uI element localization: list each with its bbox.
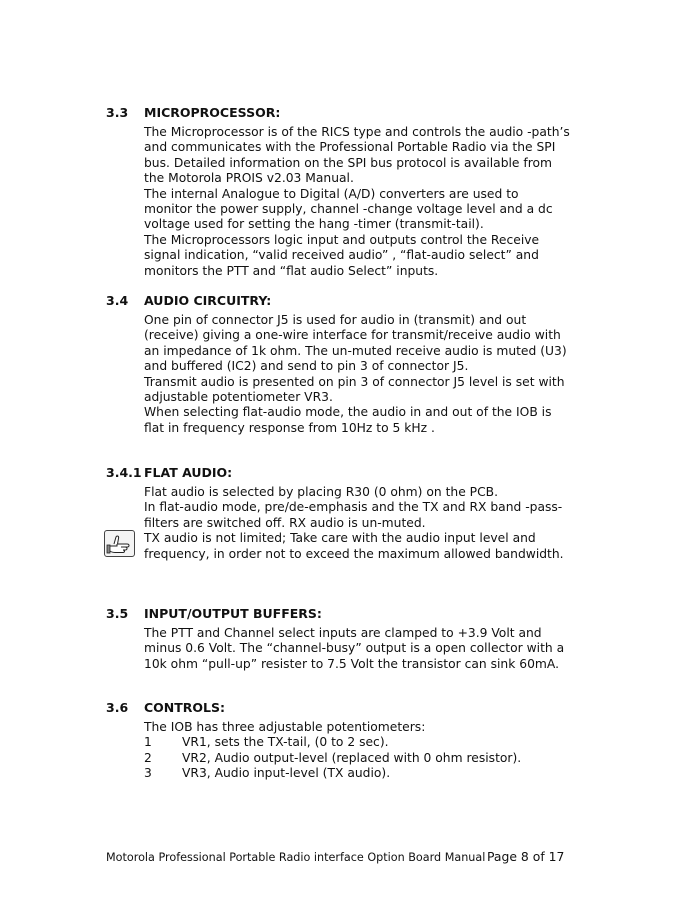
section-audio-circuitry xyxy=(106,292,606,436)
footer-manual-title: Motorola Professional Portable Radio interface Option Board Manual xyxy=(106,851,486,864)
section-heading xyxy=(106,605,606,622)
section-body xyxy=(144,720,606,782)
body-line: Flat audio is selected by placing R30 (0 ohm) on the PCB. xyxy=(144,485,499,499)
body-line: The Microprocessors logic input and outputs control the Receive xyxy=(144,232,540,247)
section-io-buffers xyxy=(106,605,606,672)
section-heading xyxy=(106,104,606,121)
section-title: INPUT/OUTPUT BUFFERS: xyxy=(144,606,322,621)
section-heading xyxy=(106,464,606,481)
body-line: monitors the PTT and “flat audio Select” inputs. xyxy=(144,263,439,278)
section-controls xyxy=(106,699,606,782)
section-body xyxy=(144,626,606,672)
body-line: The PTT and Channel select inputs are clamped to +3.9 Volt and xyxy=(144,626,542,640)
section-body xyxy=(144,125,606,279)
list-item xyxy=(144,766,606,781)
section-title: MICROPROCESSOR: xyxy=(144,105,281,120)
body-line: Transmit audio is presented on pin 3 of connector J5 level is set with xyxy=(144,374,565,389)
body-line: (receive) giving a one-wire interface for transmit/receive audio with xyxy=(144,328,561,343)
section-flat-audio xyxy=(106,464,606,562)
body-line: the Motorola PROIS v2.03 Manual. xyxy=(144,171,354,186)
body-line: bus. Detailed information on the SPI bus protocol is available from xyxy=(144,155,553,170)
section-number: 3.5 xyxy=(106,606,129,621)
body-line: The IOB has three adjustable potentiometers: xyxy=(144,720,426,734)
list-number: 1 xyxy=(144,735,152,750)
body-line: filters are switched off. RX audio is un-muted. xyxy=(144,515,426,530)
body-line: flat in frequency response from 10Hz to 5 kHz . xyxy=(144,420,435,435)
section-heading xyxy=(106,699,606,716)
body-line: monitor the power supply, channel -change voltage level and a dc xyxy=(144,202,553,217)
body-line: The Microprocessor is of the RICS type and controls the audio -path’s xyxy=(144,125,570,139)
section-title: CONTROLS: xyxy=(144,700,226,715)
potentiometer-list xyxy=(144,735,606,781)
footer-page-number: Page 8 of 17 xyxy=(487,849,565,864)
body-line: One pin of connector J5 is used for audio in (transmit) and out xyxy=(144,313,527,327)
pointing-hand-note-icon xyxy=(104,530,135,557)
section-number: 3.4 xyxy=(106,293,129,308)
section-title: FLAT AUDIO: xyxy=(144,465,233,480)
list-item xyxy=(144,735,606,750)
section-number: 3.4.1 xyxy=(106,465,142,480)
section-heading xyxy=(106,292,606,309)
section-title: AUDIO CIRCUITRY: xyxy=(144,293,272,308)
list-text: VR2, Audio output-level (replaced with 0 ohm resistor). xyxy=(182,750,522,765)
body-line: When selecting flat-audio mode, the audio in and out of the IOB is xyxy=(144,405,552,420)
list-text: VR1, sets the TX-tail, (0 to 2 sec). xyxy=(182,735,389,750)
body-line: and buffered (IC2) and send to pin 3 of connector J5. xyxy=(144,359,469,374)
section-microprocessor xyxy=(106,104,606,279)
body-line: and communicates with the Professional Portable Radio via the SPI xyxy=(144,140,556,155)
body-line: frequency, in order not to exceed the maximum allowed bandwidth. xyxy=(144,546,564,561)
body-line: The internal Analogue to Digital (A/D) converters are used to xyxy=(144,186,519,201)
body-line: signal indication, “valid received audio” , “flat-audio select” and xyxy=(144,248,539,263)
list-item xyxy=(144,751,606,766)
list-number: 3 xyxy=(144,766,152,781)
list-number: 2 xyxy=(144,750,152,765)
body-line: TX audio is not limited; Take care with the audio input level and xyxy=(144,531,536,546)
body-line: minus 0.6 Volt. The “channel-busy” output is a open collector with a xyxy=(144,641,565,656)
section-number: 3.6 xyxy=(106,700,129,715)
section-body xyxy=(144,313,606,436)
list-text: VR3, Audio input-level (TX audio). xyxy=(182,766,391,781)
body-line: an impedance of 1k ohm. The un-muted receive audio is muted (U3) xyxy=(144,343,567,358)
body-line: In flat-audio mode, pre/de-emphasis and the TX and RX band -pass- xyxy=(144,500,563,515)
section-body xyxy=(144,485,606,562)
body-line: 10k ohm “pull-up” resister to 7.5 Volt the transistor can sink 60mA. xyxy=(144,656,559,671)
section-number: 3.3 xyxy=(106,105,129,120)
body-line: voltage used for setting the hang -timer (transmit-tail). xyxy=(144,217,484,232)
body-line: adjustable potentiometer VR3. xyxy=(144,390,333,405)
